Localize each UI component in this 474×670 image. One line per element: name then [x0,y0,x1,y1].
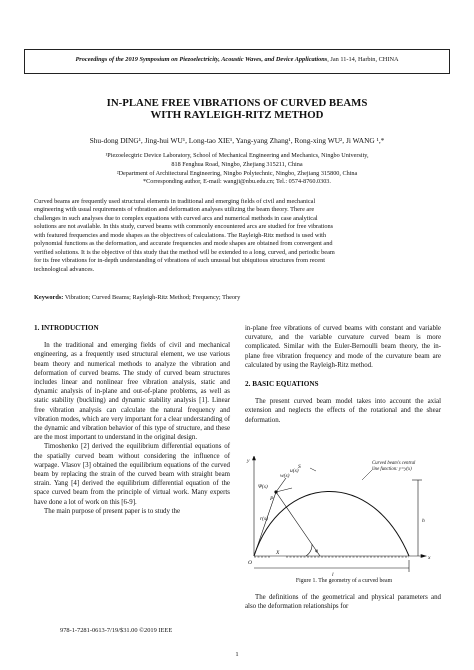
label-psi: Ψ(s) [258,484,268,490]
proceedings-header-text [25,56,449,63]
abstract-line: polynomial functions as the deformation, and accurate frequencies and mode shapes are obtained from convergent and [34,240,333,248]
label-h: h [422,518,425,524]
x-axis-arrow [421,555,426,558]
label-X: X [276,550,280,556]
right-paragraph-1: in-plane free vibrations of curved beams with constant and variable curvature, and the variable curvature curved beam is more complicated. Similar with the Euler-Bernoulli beam theory, the in-plane free vibration frequency and mode of the curvature beam are calculated by using the Rayleigh-Ritz method. [245,325,441,369]
intro-paragraph-3: The main purpose of present paper is to study the [44,507,181,515]
abstract-line: Curved beams are frequently used structural elements in traditional and emerging fields of civil and mechanical [34,198,316,205]
section-heading-basic-equations: 2. BASIC EQUATIONS [245,380,319,389]
point-p-marker [275,491,278,494]
affiliation-line: ¹Piezoelecgtric Device Laboratory, School of Mechanical Engineering and Mechanics, Ningbo University, [105,152,369,159]
abstract-line: with featured frequencies and mode shapes as the objectives of calculations. The Rayleigh-Ritz method is used with [34,231,327,239]
curved-beam-centerline [254,491,409,556]
abstract-line: verified solutions. It is the objective of this study that the method will be extended to a long, curved, and periodic beam [34,248,335,256]
label-u: u(s) [290,468,299,474]
affiliation-line: 818 Fenghua Road, Ningbo, Zhejiang 315211, China [171,160,303,168]
label-x: x [428,555,431,561]
figure-caption: Figure 1. The geometry of a curved beam [295,578,393,584]
label-curve-line-1: Curved beam's central [372,461,416,466]
label-r: r(s) [260,516,268,522]
leader-line [310,468,316,471]
proceedings-date-place: , Jan 11-14, Harbin, CHINA [327,56,399,63]
affiliation-line: ²Department of Architectural Engineering, Ningbo Polytechnic, Ningbo, Zhejiang 315800, China [116,169,358,177]
keywords-text: Vibration; Curved Beams; Rayleigh-Ritz Method; Frequency; Theory [63,294,241,301]
keywords [34,294,440,301]
affiliations [40,152,434,187]
label-l: l [332,572,334,578]
normal-line [276,492,320,556]
proceedings-header [24,49,450,74]
paper-title-line-1: IN-PLANE FREE VIBRATIONS OF CURVED BEAMS [106,97,368,109]
copyright-footer: 978-1-7281-0613-7/19/$31.00 ©2019 IEEE [60,627,173,634]
label-curve-line-2: line function: y=y(x) [372,467,412,472]
abstract-line: for its free vibrations for in-depth understanding of vibrations of such unusual but ubiquitous structures from recent [34,257,325,265]
label-origin: O [248,560,252,566]
label-s: S [298,464,301,470]
section-heading-introduction: 1. INTRODUCTION [34,324,99,332]
label-w: w(s) [280,473,290,479]
right-column-bottom [245,593,441,611]
proceedings-name: Proceedings of the 2019 Symposium on Piezoelectricity, Acoustic Waves, and Device Applications [75,56,328,63]
author-list: Shu-dong DING¹, Jing-hui WU¹, Long-tao XIE¹, Yang-yang Zhang¹, Rong-xing WU², Ji WANG ¹,* [89,136,385,145]
intro-paragraph-1: In the traditional and emerging fields of civil and mechanical engineering, as a frequently used structural element, we use various beam theory and numerical methods to analyze the vibration and deformation of curved beams. The study of curved beam structures includes linear and nonlinear free vibration analysis, static and dynamic analysis of in-plane and out-of-plane problems, as well as static stability (buckling) and dynamic stability analysis [1]. Linear free vibration analysis can calculate the natural frequency and vibration modes, which are very important for a clear understanding of the dynamic and vibration behavior of this type of structure, and these are the most important to understand in the original design. [34,342,230,442]
label-p: P [270,496,274,502]
corresponding-author: *Corresponding author, E-mail: wangji@nbu.edu.cn; Tel.: 0574-8760.0303. [143,178,331,186]
leader-line [362,470,372,480]
y-axis-arrow [253,456,256,460]
intro-paragraph-2: Timoshenko [2] derived the equilibrium differential equations of the spatially curved beam without considering the influence of warpage. Vlasov [3] obtained the equilibrium equations of the curved beam by replacing the strain of the curved beam with straight beam strain. Yang [4] derived the equilibrium differential equation of the space curved beam from the principle of virtual work. Many experts have done a lot of work on this [6-9]. [34,443,230,506]
angle-arc [306,544,312,556]
label-phi: φ [315,548,319,554]
left-column [34,324,230,516]
abstract-line: solutions are not available. In this study, curved beams with commonly encountered arcs are studied for free vibrations [34,223,334,231]
label-y: y [247,458,250,464]
basic-paragraph-1: The present curved beam model takes into account the axial extension and neglects the effects of the rotational and the shear deformation. [245,398,441,424]
paper-title-line-2: WITH RAYLEIGH-RITZ METHOD [150,109,324,121]
right-column [245,324,441,425]
abstract [34,198,440,274]
curved-beam-figure [246,456,442,578]
basic-paragraph-2: The definitions of the geometrical and physical parameters and also the deformation relationships for [245,594,441,611]
abstract-line: engineering with usual requirements of vibration and deformation analyses utilizing the beam theory. There are [34,206,315,214]
page-number: 1 [235,651,239,658]
keywords-label: Keywords: [34,294,64,301]
abstract-line: technological advances. [34,265,95,273]
abstract-line: challenges in such analyses due to complex equations with curved arcs and numerical methods in case analytical [34,214,318,222]
